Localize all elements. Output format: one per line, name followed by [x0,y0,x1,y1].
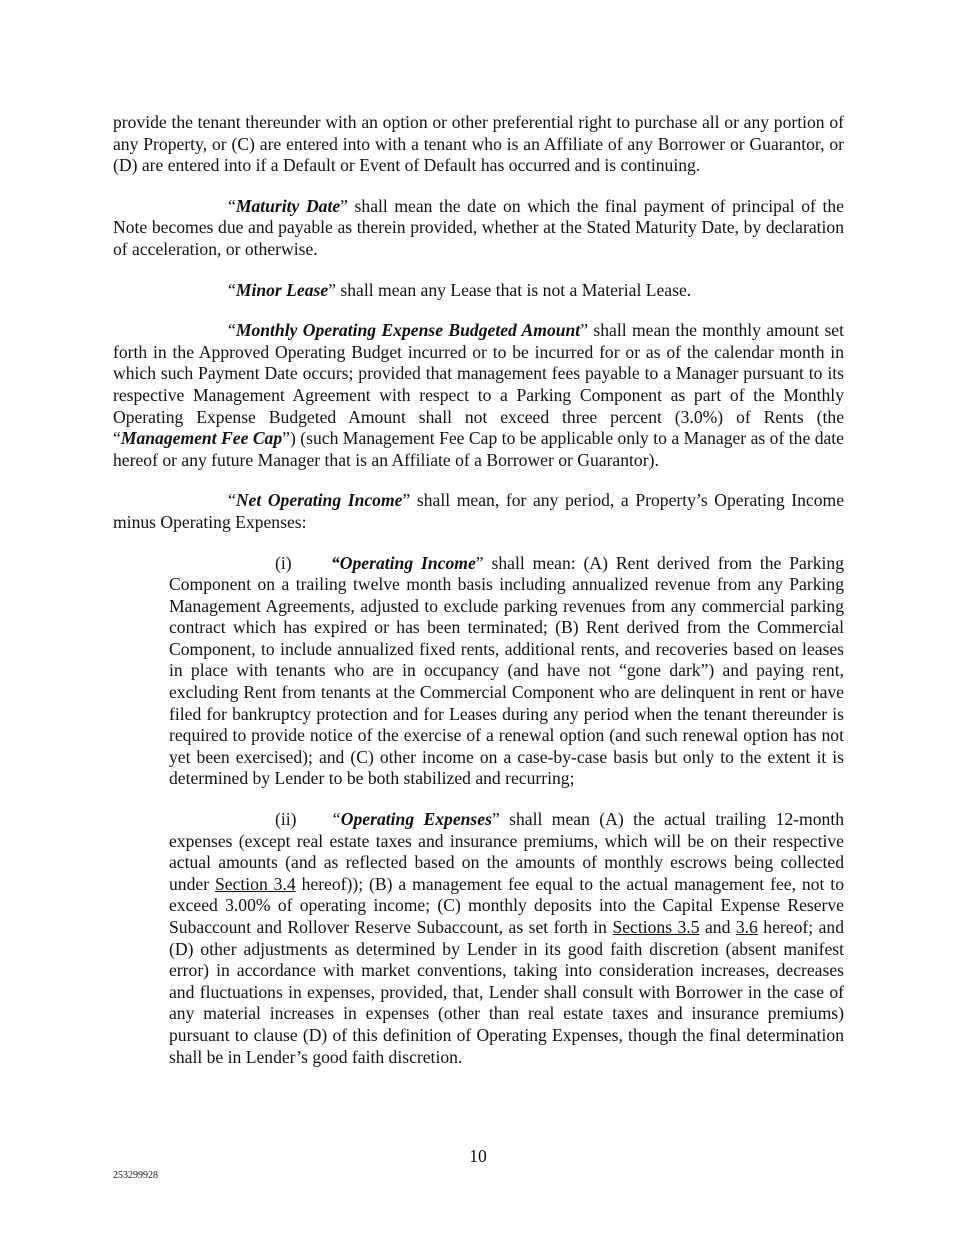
section-reference-3-4: Section 3.4 [214,873,296,894]
definition-text: ” shall mean, for any period, a Property’s Operating Income minus Operating Expenses: [113,490,844,532]
definition-minor-lease [113,280,844,302]
definition-monthly-operating-expense [113,320,844,471]
definition-operating-expenses [169,809,844,1068]
open-quote: “ [228,490,236,511]
definition-net-operating-income [113,490,844,533]
open-quote: “ [331,552,340,573]
open-quote: “ [228,320,236,341]
clause-number: (ii) [275,809,297,830]
definition-operating-income [169,553,844,791]
section-reference-3-5: Sections 3.5 [612,917,700,937]
open-quote: “ [228,279,236,300]
defined-term: Operating Income [339,552,476,573]
page-number: 10 [469,1146,487,1166]
definition-text: ” shall mean: (A) Rent derived from the Parking Component on a trailing twelve month basis including annualized revenue from any Parking Management Agreements, adjusted to exclude parking revenues from any commercial parking contract which has expired or has been terminated; (B) Rent derived from the Commercial Component, to include annualized fixed rents, additional rents, and recoveries based on leases in place with tenants who are in occupancy (and have not “gone dark”) and paying rent, excluding Rent from tenants at the Commercial Component who are delinquent in rent or have filed for bankruptcy protection and for Leases during any period when the tenant thereunder is required to provide notice of the exercise of a renewal option (and such renewal option has not yet been exercised); and (C) other income on a case-by-case basis but only to the extent it is determined by Lender to be both stabilized and recurring; [169,552,844,789]
definition-text: hereof; and (D) other adjustments as determined by Lender in its good faith discretion (absent manifest error) in accordance with market conventions, taking into consideration increases, decreases and fluctuations in expenses, provided, that, Lender shall consult with Borrower in the case of any material increases in expenses (other than real estate taxes and insurance premiums) pursuant to clause (D) of this definition of Operating Expenses, though the final determination shall be in Lender’s good faith discretion. [169,917,844,1067]
defined-term: Operating Expenses [340,809,492,830]
document-body [113,112,844,1087]
definition-text: ” shall mean any Lease that is not a Material Lease. [328,279,692,300]
definition-text: ” shall mean the monthly amount set forth in the Approved Operating Budget incurred or to be incurred for or as of the calendar month in which such Payment Date occurs; provided that management fees payable to a Manager pursuant to its respective Management Agreement with respect to a Parking Component as part of the Monthly Operating Expense Budgeted Amount shall not exceed three percent (3.0%) of Rents (the “ [113,320,844,449]
defined-term: Maturity Date [235,195,341,216]
defined-term-management-fee-cap: Management Fee Cap [120,428,283,449]
open-quote: “ [331,809,341,830]
definition-text: ” shall mean the date on which the final payment of principal of the Note becomes due and payable as therein provided, whether at the Stated Maturity Date, by declaration of acceleration, or otherwise. [113,195,844,259]
defined-term: Monthly Operating Expense Budgeted Amount [235,320,581,341]
definition-maturity-date [113,196,844,261]
definition-text-continued: ”) (such Management Fee Cap to be applicable only to a Manager as of the date hereof or any future Manager that is an Affiliate of a Borrower or Guarantor). [113,428,844,470]
paragraph-continuation [113,112,844,177]
defined-term: Minor Lease [235,279,329,300]
definition-text: and [699,917,736,937]
definition-text: ” shall mean (A) the actual trailing 12-month expenses (except real estate taxes and insurance premiums, which will be on their respective actual amounts (and as reflected based on the amounts of monthly escrows being collected under [169,809,844,894]
defined-term: Net Operating Income [235,490,403,511]
document-id: 253299928 [113,1170,158,1181]
clause-number: (i) [275,552,292,573]
paragraph-text: provide the tenant thereunder with an option or other preferential right to purchase all or any portion of any Property, or (C) are entered into with a tenant who is an Affiliate of any Borrower or Guarantor, or (D) are entered into if a Default or Event of Default has occurred and is continuing. [113,112,844,176]
section-reference-3-6: 3.6 [735,917,758,937]
open-quote: “ [228,195,236,216]
definition-text: hereof)); (B) a management fee equal to the actual management fee, not to exceed 3.00% of operating income; (C) monthly deposits into the Capital Expense Reserve Subaccount and Rollover Reserve Subaccount, as set forth in [169,873,844,937]
